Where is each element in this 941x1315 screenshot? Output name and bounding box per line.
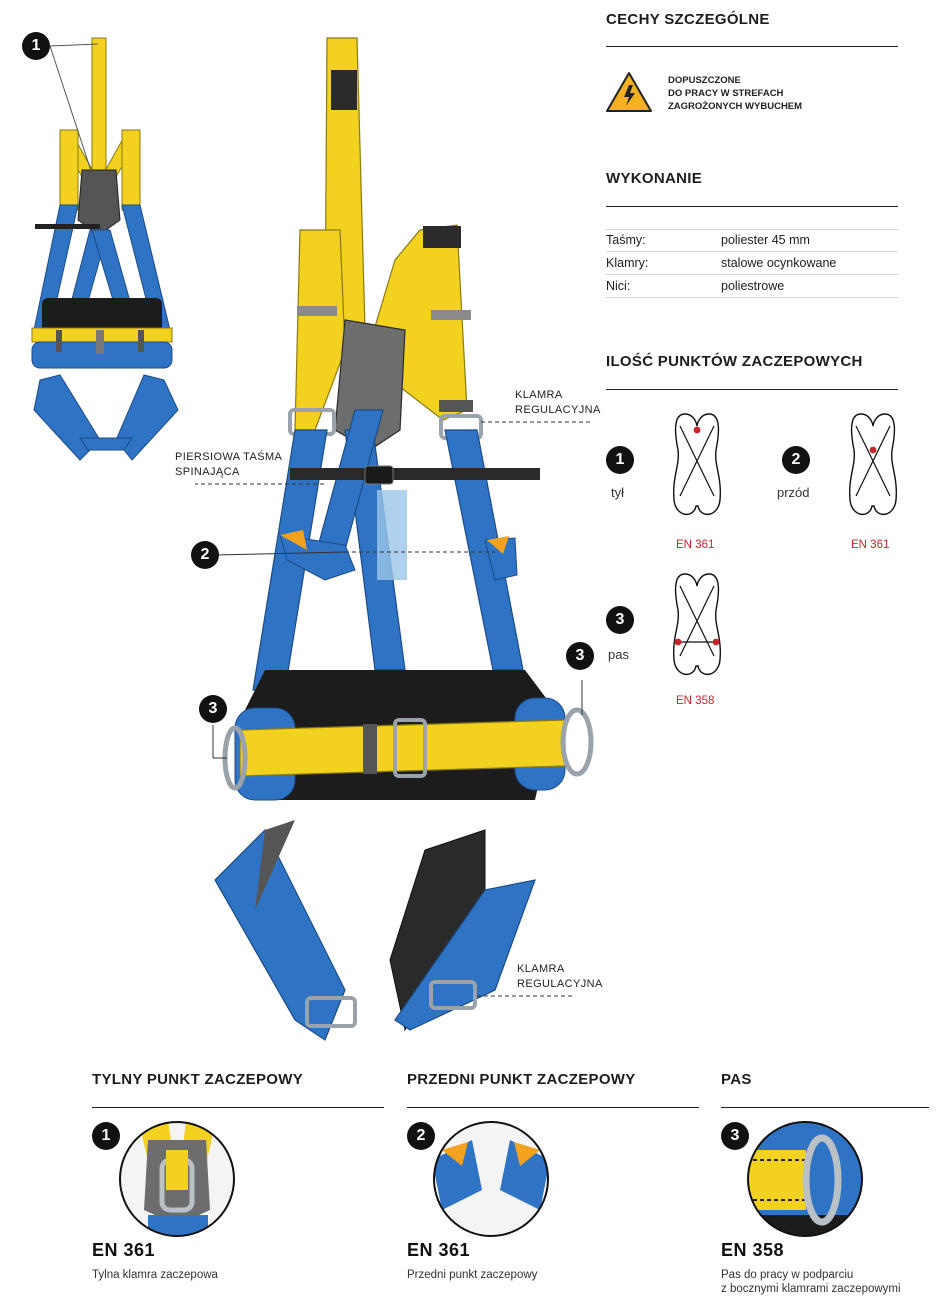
spec-divider xyxy=(606,274,898,275)
bottom-2-rule xyxy=(407,1107,699,1108)
bottom-3-rule xyxy=(721,1107,929,1108)
marker-1-back: 1 xyxy=(22,32,50,60)
harness-main-illustration xyxy=(195,30,605,1060)
bottom-2-description-line1: Przedni punkt zaczepowy xyxy=(407,1269,538,1281)
anchor-points-heading: ILOŚĆ PUNKTÓW ZACZEPOWYCH xyxy=(606,353,863,370)
spec-value-buckles: stalowe ocynkowane xyxy=(721,256,837,270)
anchor-2-badge: 2 xyxy=(782,446,810,474)
marker-3-right: 3 xyxy=(566,642,594,670)
construction-rule xyxy=(606,206,898,207)
spec-value-webbing: poliester 45 mm xyxy=(721,233,810,247)
callout-buckle-bottom-line1: KLAMRA xyxy=(517,963,565,975)
warning-line-2: DO PRACY W STREFACH xyxy=(668,88,784,99)
anchor-2-standard: EN 361 xyxy=(851,539,890,551)
bottom-3-description-line2: z bocznymi klamrami zaczepowymi xyxy=(721,1283,901,1295)
bottom-1-description-line1: Tylna klamra zaczepowa xyxy=(92,1269,218,1281)
anchor-1-badge: 1 xyxy=(606,446,634,474)
spec-label-buckles: Klamry: xyxy=(606,256,649,270)
bottom-1-heading: TYLNY PUNKT ZACZEPOWY xyxy=(92,1071,304,1088)
explosion-warning-icon xyxy=(605,71,653,113)
callout-buckle-top-line2: REGULACYJNA xyxy=(515,404,601,416)
bottom-1-badge: 1 xyxy=(92,1122,120,1150)
bottom-3-standard: EN 358 xyxy=(721,1240,785,1260)
callout-chest-strap xyxy=(175,450,282,480)
warning-text xyxy=(668,74,802,113)
spec-divider xyxy=(606,229,898,230)
anchor-points-rule xyxy=(606,389,898,390)
bottom-3-heading: PAS xyxy=(721,1071,752,1088)
spec-label-threads: Nici: xyxy=(606,279,631,293)
features-heading: CECHY SZCZEGÓLNE xyxy=(606,11,770,28)
spec-divider xyxy=(606,297,898,298)
bottom-3-description-line1: Pas do pracy w podparciu xyxy=(721,1269,854,1281)
anchor-1-label: tył xyxy=(611,485,624,500)
bottom-2-badge: 2 xyxy=(407,1122,435,1150)
features-rule xyxy=(606,46,898,47)
harness-front-view xyxy=(195,30,605,1060)
spec-label-webbing: Taśmy: xyxy=(606,233,646,247)
marker-3-left: 3 xyxy=(199,695,227,723)
spec-divider xyxy=(606,251,898,252)
bottom-2-standard: EN 361 xyxy=(407,1240,471,1260)
callout-chest-strap-line1: PIERSIOWA TAŚMA xyxy=(175,451,283,463)
harness-diagram-back-icon xyxy=(670,410,724,522)
callout-buckle-bottom xyxy=(517,962,603,992)
callout-buckle-bottom-line2: REGULACYJNA xyxy=(517,978,603,990)
anchor-2-label: przód xyxy=(777,485,810,500)
construction-heading: WYKONANIE xyxy=(606,170,703,187)
anchor-3-standard: EN 358 xyxy=(676,695,715,707)
harness-back-view xyxy=(20,30,190,470)
bottom-3-description xyxy=(721,1268,901,1296)
anchor-3-badge: 3 xyxy=(606,606,634,634)
back-attachment-photo xyxy=(118,1120,236,1238)
anchor-3-label: pas xyxy=(608,647,629,662)
callout-buckle-top xyxy=(515,388,601,418)
bottom-1-rule xyxy=(92,1107,384,1108)
callout-buckle-top-line1: KLAMRA xyxy=(515,389,563,401)
marker-2-front: 2 xyxy=(191,541,219,569)
bottom-1-standard: EN 361 xyxy=(92,1240,156,1260)
bottom-2-description xyxy=(407,1268,537,1282)
bottom-3-badge: 3 xyxy=(721,1122,749,1150)
bottom-2-heading: PRZEDNI PUNKT ZACZEPOWY xyxy=(407,1071,636,1088)
bottom-1-description xyxy=(92,1268,218,1282)
harness-back-illustration xyxy=(20,30,190,470)
belt-attachment-photo xyxy=(746,1120,864,1238)
front-attachment-photo xyxy=(432,1120,550,1238)
warning-line-1: DOPUSZCZONE xyxy=(668,75,741,86)
warning-line-3: ZAGROŻONYCH WYBUCHEM xyxy=(668,101,803,112)
anchor-1-standard: EN 361 xyxy=(676,539,715,551)
spec-value-threads: poliestrowe xyxy=(721,279,785,293)
harness-diagram-front-icon xyxy=(846,410,900,522)
harness-diagram-belt-icon xyxy=(670,570,724,682)
callout-chest-strap-line2: SPINAJĄCA xyxy=(175,466,240,478)
